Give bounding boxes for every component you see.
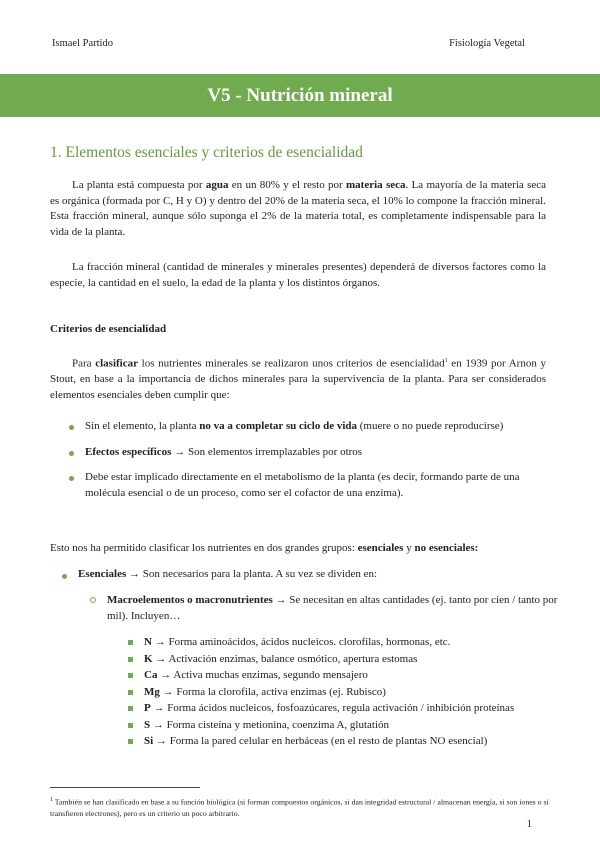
nutrient-list <box>128 634 514 750</box>
bullet-circle-icon <box>90 597 96 603</box>
footnote <box>50 795 560 819</box>
nutrient-symbol: N <box>144 636 152 648</box>
c1-text-c: (muere o no puede reproducirse) <box>357 420 504 432</box>
nutrient-desc: → Forma aminoácidos, ácidos nucleicos. clorofilas, hormonas, etc. <box>151 636 451 648</box>
c2-bold: Efectos específicos <box>85 445 172 458</box>
subheading-criterios: Criterios de esencialidad <box>50 323 167 335</box>
list-item <box>128 717 514 734</box>
list-item <box>128 733 514 750</box>
bullet-square-icon <box>128 723 133 728</box>
p1-text-d: . La mayoría de la materia seca es orgánica (formada por C, H y O) y dentro del 20% de la materia seca, el 10% lo compone la fracción mineral. Esta fracción mineral, aunque sólo suponga el 2% de la materia total, es completamente indispensable para la vida de la planta. <box>50 179 547 238</box>
bullet-dot-icon <box>69 451 74 456</box>
c3-text: Debe estar implicado directamente en el metabolismo de la planta (es decir, formando parte de una molécula esencial o de un proceso, como ser el cofactor de una enzima). <box>85 471 520 499</box>
paragraph-1 <box>50 178 546 240</box>
bullet-dot-icon <box>69 476 74 481</box>
footnote-text: También se han clasificado en base a su función biológica (si forman compuestos orgánicos, si dan integridad estructural / almacenan energía, si son iones o si transfieren electrones), pero es un criterio un poco arbitrario. <box>50 797 549 818</box>
paragraph-3 <box>50 354 546 403</box>
nutrient-desc: → Forma la clorofila, activa enzimas (ej. Rubisco) <box>159 685 386 698</box>
list-item <box>50 445 550 461</box>
p3-text-d: en 1939 por Arnon y Stout, en base a la importancia de dichos minerales para la supervivencia de la planta. Para ser considerados elementos esenciales deben cumplir que: <box>50 357 547 401</box>
bullet-square-icon <box>128 690 133 695</box>
list-item <box>50 419 550 435</box>
p1-bold-agua: agua <box>205 179 229 191</box>
p4-text-c: y <box>403 542 415 554</box>
esenciales-bold: Esenciales <box>78 568 127 580</box>
bullet-square-icon <box>128 739 133 744</box>
list-item <box>128 651 514 668</box>
bullet-square-icon <box>128 657 133 662</box>
bullet-square-icon <box>128 673 133 678</box>
p1-text-a: La planta está compuesta por <box>72 179 206 191</box>
paragraph-4 <box>50 541 546 557</box>
nutrient-symbol: Ca <box>144 669 158 681</box>
macro-text: → Se necesitan en altas cantidades (ej. tanto por cien / tanto por mil). Incluyen… <box>107 594 558 622</box>
p3-text-a: Para <box>72 357 96 370</box>
nutrient-symbol: P <box>144 702 151 714</box>
p4-bold-no-esenciales: no esenciales: <box>414 542 479 554</box>
header-author: Ismael Partido <box>52 38 113 49</box>
p4-text-a: Esto nos ha permitido clasificar los nutrientes en dos grandes grupos: <box>50 542 358 554</box>
paragraph-2: La fracción mineral (cantidad de minerales y minerales presentes) dependerá de diversos factores como la especie, la cantidad en el suelo, la edad de la planta y los distintos órganos. <box>50 261 546 289</box>
macro-item <box>90 593 560 624</box>
footnote-ref[interactable]: 1 <box>444 358 448 364</box>
page-number: 1 <box>526 818 532 830</box>
macro-bold: Macroelementos o macronutrientes <box>107 594 273 606</box>
bullet-square-icon <box>128 640 133 645</box>
p3-bold-clasificar: clasificar <box>95 357 138 370</box>
c1-bold: no va a completar su ciclo de vida <box>199 420 358 432</box>
nutrient-desc: → Activación enzimas, balance osmótico, apertura estomas <box>152 652 418 665</box>
list-item <box>50 470 550 501</box>
nutrient-desc: → Forma cisteína y metionina, coenzima A, glutatión <box>150 718 390 731</box>
c1-text-a: Sin el elemento, la planta <box>85 420 200 432</box>
footnote-divider <box>50 787 200 788</box>
p4-bold-esenciales: esenciales <box>357 542 404 554</box>
list-item <box>128 700 514 717</box>
header-subject: Fisiología Vegetal <box>449 38 525 49</box>
esenciales-text: → Son necesarios para la planta. A su vez se dividen en: <box>126 568 378 580</box>
footnote-marker: 1 <box>50 797 53 803</box>
list-item <box>128 667 514 684</box>
bullet-square-icon <box>128 706 133 711</box>
p1-text-c: en un 80% y el resto por <box>228 179 346 191</box>
p3-text-c: los nutrientes minerales se realizaron unos criterios de esencialidad <box>137 357 445 370</box>
section-heading: 1. Elementos esenciales y criterios de esencialidad <box>50 144 363 161</box>
nutrient-symbol: Mg <box>144 685 160 698</box>
bullet-dot-icon <box>69 425 74 430</box>
c2-text-c: → Son elementos irremplazables por otros <box>171 445 363 458</box>
nutrient-desc: → Forma ácidos nucleicos, fosfoazúcares, regula activación / inhibición proteínas <box>150 702 515 714</box>
bullet-dot-icon <box>62 574 67 579</box>
criteria-list <box>50 419 550 511</box>
nutrient-symbol: Si <box>144 735 154 747</box>
list-item <box>128 634 514 651</box>
nutrient-symbol: K <box>144 652 153 665</box>
title-band <box>0 74 600 117</box>
p1-bold-materia-seca: materia seca <box>346 179 406 191</box>
nutrient-desc: → Forma la pared celular en herbáceas (en el resto de plantas NO esencial) <box>153 735 488 747</box>
esenciales-item <box>62 568 377 580</box>
nutrient-desc: → Activa muchas enzimas, segundo mensajero <box>157 669 368 681</box>
nutrient-symbol: S <box>144 718 151 731</box>
page-title: V5 - Nutrición mineral <box>207 85 393 106</box>
list-item <box>128 684 514 701</box>
